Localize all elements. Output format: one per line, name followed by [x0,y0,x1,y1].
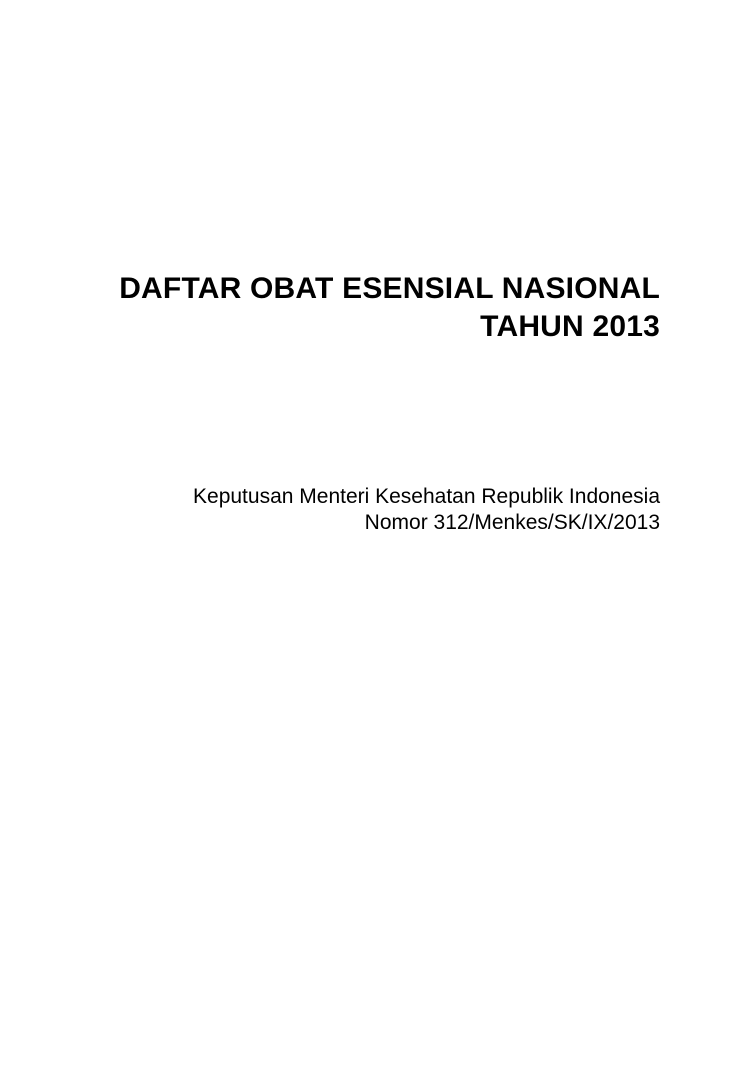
document-subtitle-line2: Nomor 312/Menkes/SK/IX/2013 [364,511,660,534]
document-subtitle-line1: Keputusan Menteri Kesehatan Republik Indonesia [193,485,660,508]
document-title-line2: TAHUN 2013 [480,310,660,343]
title-page-content [94,0,660,536]
document-title [94,270,660,346]
document-subtitle [94,484,660,536]
document-title-line1: DAFTAR OBAT ESENSIAL NASIONAL [119,272,660,305]
